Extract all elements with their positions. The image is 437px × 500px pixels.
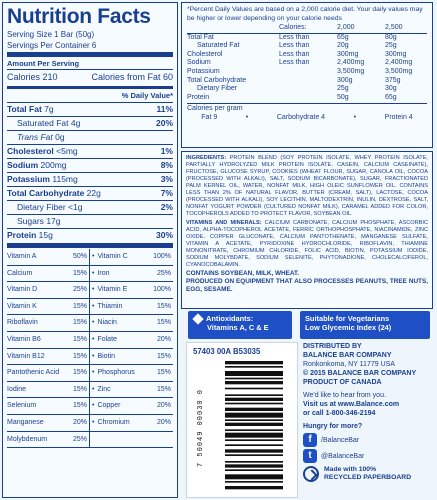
barcode-image — [225, 361, 283, 491]
dv-row: Total Fat Less than 65g 80g — [187, 33, 427, 42]
antioxidants-badge — [188, 311, 292, 339]
allergen-equipment: PRODUCED ON EQUIPMENT THAT ALSO PROCESSES PEANUTS, TREE NUTS, EGG, SESAME. — [186, 278, 428, 293]
vegetarian-label: Suitable for Vegetarians — [305, 314, 390, 323]
dv-row: Protein 50g 65g — [187, 93, 397, 101]
nutrient-label: Total Carbohydrate 22g — [7, 188, 101, 198]
vitamin-cell: Vitamin A 50% — [7, 249, 90, 266]
nutrient-dv: 2% — [160, 202, 173, 212]
daily-values-box — [181, 2, 433, 148]
bullet-icon: • — [92, 253, 95, 260]
nutrient-row — [7, 158, 173, 172]
nutrient-dv: 8% — [160, 160, 173, 170]
vitamin-cell: • Biotin 15% — [90, 349, 173, 366]
recycled-line-2: RECYCLED PAPERBOARD — [324, 474, 412, 481]
dv-row: Sodium Less than 2,400mg 2,400mg — [187, 59, 413, 67]
vitamin-cell: • Copper 20% — [90, 398, 173, 415]
barcode-digits: 7 50049 00030 0 — [197, 389, 205, 468]
bullet-icon: • — [92, 385, 95, 393]
vitamin-cell: Pantothenic Acid 15% — [7, 365, 90, 382]
ingredients-box — [181, 151, 433, 309]
twitter-icon: t — [303, 449, 317, 463]
contact-website[interactable]: Visit us at www.Balance.com — [303, 401, 400, 408]
glycemic-index-label: Low Glycemic Index (24) — [305, 323, 392, 332]
ingredients-paragraph — [186, 155, 428, 218]
nutrition-facts-panel — [2, 2, 178, 498]
dv-row: Potassium 3,500mg 3,500mg — [187, 67, 413, 75]
nutrient-row — [7, 130, 173, 144]
vitamin-cell: Molybdenum 25% — [7, 432, 90, 449]
divider-thick — [7, 52, 173, 57]
nutrient-dv: 7% — [160, 188, 173, 198]
nutrient-dv: 1% — [160, 146, 173, 156]
country-of-origin: PRODUCT OF CANADA — [303, 379, 382, 386]
twitter-link[interactable] — [303, 449, 435, 463]
vitamin-cell: • Phosphorus 15% — [90, 365, 173, 382]
nutrient-dv: 11% — [156, 104, 173, 114]
vitamin-cell: Vitamin B6 15% — [7, 332, 90, 349]
dv-row: Cholesterol Less than 300mg 300mg — [187, 50, 407, 58]
vegetarian-badge — [300, 311, 430, 339]
contact-line-1: We'd like to hear from you. — [303, 392, 386, 399]
vitamin-cell: Riboflavin 15% — [7, 315, 90, 332]
twitter-handle: @BalanceBar — [321, 452, 365, 460]
vitamin-cell: • Folate 20% — [90, 332, 173, 349]
vitamins-paragraph — [186, 220, 428, 269]
dv-header-row: Calories: 2,000 2,500 — [279, 24, 403, 31]
vitamin-cell: Selenium 15% — [7, 398, 90, 415]
vitamins-text: CALCIUM CARBONATE, CALCIUM PHOSPHATE, ASCORBIC ACID, ALPHA-TOCOPHEROL ACETATE, FERRIC ORTHOPHOSPHATE, NIACINAMIDE, ZINC OXIDE, COPPER GLUCONATE, CALCIUM PANTOTHENATE, MANGANESE SULFATE, VITAMIN A ACETATE, PYRIDOXINE HYDROCHLORIDE, RIBOFLAVIN, THIAMINE MONONITRATE, CHROMIUM CHLORIDE, FOLIC ACID, BIOTIN, POTASSIUM IODIDE, SODIUM MOLYBDATE, SODIUM SELENITE, PHYTONADIONE, CHOLECALCIFEROL, CYANOCOBALAMIN. — [186, 220, 428, 268]
vitamin-cell: Vitamin D 25% — [7, 282, 90, 299]
company-name: BALANCE BAR COMPANY — [303, 352, 392, 359]
vitamin-cell: • Iron 25% — [90, 266, 173, 283]
calories-per-gram-values: Fat 9 • Carbohydrate 4 • Protein 4 — [201, 114, 413, 122]
calories: Calories 210 — [7, 72, 58, 82]
recycle-icon — [303, 466, 319, 482]
daily-value-header: % Daily Value* — [121, 91, 173, 100]
bullet-icon: • — [92, 352, 95, 360]
antioxidants-title: Antioxidants: — [206, 314, 254, 323]
copyright: © 2015 BALANCE BAR COMPANY — [303, 370, 417, 377]
dv-row: Saturated Fat Less than 20g 25g — [197, 42, 397, 50]
vitamin-cell: Vitamin B12 15% — [7, 349, 90, 366]
nutrient-row — [7, 186, 173, 200]
bullet-icon: • — [92, 302, 95, 310]
facebook-link[interactable] — [303, 433, 435, 447]
nutrition-title: Nutrition Facts — [7, 5, 151, 28]
vitamin-grid — [7, 249, 173, 448]
nutrient-label: Sodium 200mg — [7, 160, 67, 170]
bullet-icon: • — [92, 335, 95, 343]
amount-per-serving: Amount Per Serving — [7, 59, 80, 68]
bullet-icon: • — [92, 369, 95, 377]
serving-size: Serving Size 1 Bar (50g) — [7, 30, 95, 39]
vitamin-cell: • Zinc 15% — [90, 382, 173, 399]
nutrient-row — [7, 228, 173, 242]
vitamin-cell: • Vitamin E 100% — [90, 282, 173, 299]
vitamin-cell: Calcium 15% — [7, 266, 90, 283]
recycled-note — [303, 466, 435, 482]
allergen-contains: CONTAINS SOYBEAN, MILK, WHEAT. — [186, 270, 300, 277]
facebook-icon: f — [303, 433, 317, 447]
lot-code: 57403 00A B53035 — [193, 347, 261, 356]
recycled-line-1: Made with 100% — [324, 466, 377, 473]
nutrient-label: Saturated Fat 4g — [17, 118, 81, 128]
contact-phone[interactable]: or call 1-800-346-2194 — [303, 410, 376, 417]
bullet-icon: • — [92, 319, 95, 327]
servings-per-container: Servings Per Container 6 — [7, 41, 97, 50]
hungry-for-more: Hungry for more? — [303, 423, 363, 430]
ingredients-label: INGREDIENTS: — [186, 155, 227, 161]
facebook-handle: /BalanceBar — [321, 436, 360, 444]
nutrient-label: Trans Fat 0g — [17, 132, 65, 142]
vitamin-cell — [90, 432, 173, 449]
nutrient-rows — [7, 102, 173, 242]
nutrient-label: Sugars 17g — [17, 216, 61, 226]
nutrient-label: Total Fat 7g — [7, 104, 54, 114]
vitamin-cell: • Thiamin 15% — [90, 299, 173, 316]
calories-from-fat: Calories from Fat 60 — [91, 72, 173, 82]
daily-values-note: *Percent Daily Values are based on a 2,000 calorie diet. Your daily values may be higher or lower depending on your calorie needs — [187, 6, 423, 22]
nutrient-label: Protein 15g — [7, 230, 53, 240]
bullet-icon: • — [92, 286, 95, 294]
nutrient-row — [7, 102, 173, 116]
vitamin-cell: • Niacin 15% — [90, 315, 173, 332]
company-address: Ronkonkoma, NY 11779 USA — [303, 361, 395, 368]
divider-thick — [7, 243, 173, 248]
nutrient-row — [7, 172, 173, 186]
dv-row: Total Carbohydrate 300g 375g — [187, 76, 401, 84]
ingredients-text: PROTEIN BLEND (SOY PROTEIN ISOLATE, WHEY PROTEIN ISOLATE, PARTIALLY HYDROLYZED MILK PROTEIN ISOLATE, CASEIN, CALCIUM CASEINATE), FRUCTOSE, GLUCOSE SYRUP, COOKIES (WHEAT FLOUR, SUGAR, CANOLA OIL, COCOA (PROCESSED WITH ALKALI), SALT, SODIUM BICARBONATE), SUGAR, FRACTIONATED PALM KERNEL OIL, WATER, NONFAT MILK, HIGH OLEIC SUNFLOWER OIL. CONTAINS LESS THAN 2% OF NATURAL FLAVOR, BUTTER (CREAM, SALT), LACTOSE, COCOA (PROCESSED WITH ALKALI), SOY LECITHIN, MALTODEXTRIN, INULIN, DEXTROSE, SALT, NONFAT YOGURT POWDER (CULTURED NONFAT MILK), CARAMEL ADDED FOR COLOR, TOCOPHEROLS ADDED TO PROTECT FLAVOR, SOYBEAN OIL. — [186, 155, 428, 217]
vitamin-cell: Vitamin K 15% — [7, 299, 90, 316]
daily-values-table — [187, 24, 427, 102]
nutrient-dv: 3% — [160, 174, 173, 184]
calories-per-gram: Calories per gram — [187, 103, 427, 113]
nutrient-label: Cholesterol <5mg — [7, 146, 78, 156]
vitamin-cell: • Vitamin C 100% — [90, 249, 173, 266]
bullet-icon: • — [92, 269, 95, 277]
bullet-icon: • — [92, 418, 95, 426]
nutrient-label: Dietary Fiber <1g — [17, 202, 83, 212]
distributed-by: DISTRIBUTED BY — [303, 343, 362, 350]
calories-row — [7, 69, 173, 85]
antioxidants-vitamins: Vitamins A, C & E — [207, 323, 269, 332]
dv-row: Dietary Fiber 25g 30g — [197, 85, 397, 93]
vitamin-cell: Iodine 15% — [7, 382, 90, 399]
distributor-info — [303, 342, 435, 498]
nutrient-label: Potassium 115mg — [7, 174, 78, 184]
nutrient-row — [7, 214, 173, 228]
vitamins-label: VITAMINS AND MINERALS: — [186, 220, 262, 226]
bullet-icon: • — [92, 402, 95, 410]
nutrient-dv: 20% — [155, 118, 173, 128]
barcode-box — [186, 342, 298, 498]
nutrient-row — [7, 116, 173, 130]
nutrient-dv: 30% — [155, 230, 173, 240]
vitamin-cell: Manganese 20% — [7, 415, 90, 432]
nutrient-row — [7, 200, 173, 214]
divider-medium — [7, 86, 173, 89]
nutrient-row — [7, 144, 173, 158]
vitamin-cell: • Chromium 20% — [90, 415, 173, 432]
